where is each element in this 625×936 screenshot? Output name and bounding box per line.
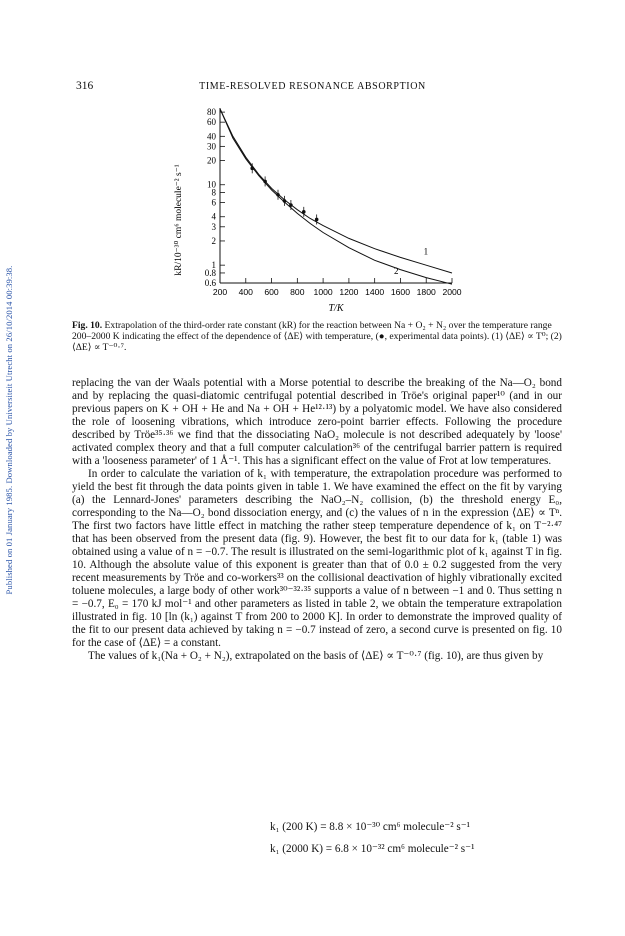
paragraph: In order to calculate the variation of k₁ with temperature, the extrapolation procedure was performed to yield the best fit through the data points given in table 1. We have examined the effect on the fit by varying (a) the Lennard-Jones' parameters describing the NaO₂–N₂ collision, (b) the threshold energy E₀, corresponding to the Na—O₂ bond dissociation energy, and (c) the values of n in the expression ⟨ΔE⟩ ∝ Tⁿ. The first two factors have little effect in matching the rather steep temperature dependence of k₁ on T⁻²·⁴⁷ that has been observed from the present data (fig. 9). However, the best fit to our data for k₁ (table 1) was obtained using a value of n = −0.7. The result is illustrated on the semi-logarithmic plot of k₁ against T in fig. 10. Although the absolute value of this exponent is greater than that of 0.0 ± 0.2 suggested from the very recent measurements by Tröe and co-workers³³ on the collisional deactivation of highly vibrationally excited toluene molecules, a large body of other work³⁰⁻³²·³⁵ supports a value of n between −1 and 0. Thus setting n = −0.7, E₀ = 170 kJ mol⁻¹ and other parameters as listed in table 2, we obtain the temperature extrapolation illustrated in fig. 10 [ln (k₁) against T from 200 to 2000 K]. In order to demonstrate the improved quality of the fit to our present data achieved by taking n = −0.7 instead of zero, a second curve is presented on fig. 10 for the case of ⟨ΔE⟩ = a constant. [72, 468, 562, 649]
y-axis-label: kR/10⁻³⁰ cm⁶ molecule⁻² s⁻¹ [174, 164, 184, 276]
curve-label-2: 2 [394, 265, 399, 276]
x-tick-label: 2000 [442, 287, 462, 297]
x-tick-label: 800 [290, 287, 305, 297]
x-tick-label: 1600 [390, 287, 411, 297]
y-tick-label: 6 [211, 197, 216, 208]
y-tick-label: 0.6 [204, 278, 216, 288]
y-tick-label: 20 [207, 155, 216, 166]
x-tick-label: 200 [212, 287, 228, 297]
chart-series [220, 109, 452, 284]
x-tick-label: 600 [264, 287, 279, 297]
equation-2000k: k₁ (2000 K) = 6.8 × 10⁻³² cm⁶ molecule⁻² s⁻¹ [270, 843, 475, 855]
series-2-line [220, 109, 452, 284]
equation-200k: k₁ (200 K) = 8.8 × 10⁻³⁰ cm⁶ molecule⁻² s⁻¹ [270, 821, 470, 833]
y-tick-label: 3 [211, 221, 216, 232]
figure-10-chart [0, 0, 625, 320]
x-axis-label: T/K [328, 303, 344, 314]
paragraph: replacing the van der Waals potential with a Morse potential to describe the breaking of the Na—O₂ bond and by replacing the quasi-diatomic centrifugal potential described in Tröe's original paper¹⁰ (and in our previous papers on K + OH + He and Na + OH + He¹²·¹³) by a polyatomic model. We have also considered the role of loosening vibrations, which introduce zero-point barrier effects. Following the procedure described by Tröe³⁵·³⁶ we find that the dissociating NaO₂ molecule is not described adequately by 'loose' activated complex theory and that a full computer calculation³⁶ of the centrifugal barrier pattern is required with a 'looseness parameter' of 1 Å⁻¹. This has a significant effect on the value of Frot at low temperatures. [72, 377, 562, 467]
page-number: 316 [76, 80, 94, 92]
body-text [72, 377, 562, 663]
x-tick-label: 400 [238, 287, 253, 297]
series-1-line [220, 109, 452, 273]
x-tick-labels [213, 287, 462, 297]
chart-axes [220, 108, 452, 283]
watermark-text: Published on 01 January 1985. Downloaded by Universiteit Utrecht on 26/10/2014 00:39:38. [4, 265, 14, 595]
y-tick-label: 1 [211, 260, 216, 271]
paragraph: The values of k₁(Na + O₂ + N₂), extrapolated on the basis of ⟨ΔE⟩ ∝ T⁻⁰·⁷ (fig. 10), are thus given by [88, 650, 544, 662]
y-tick-label: 80 [207, 107, 216, 118]
caption-text: Extrapolation of the third-order rate constant (kR) for the reaction between Na + O₂ + N₂ over the temperature range 200–2000 K indicating the effect of the dependence of ⟨ΔE⟩ with temperature, (●, experimental data points). (1) ⟨ΔE⟩ ∝ T⁰; (2) ⟨ΔE⟩ ∝ T⁻⁰·⁷. [72, 320, 562, 353]
y-tick-label: 40 [207, 131, 216, 142]
curve-label-1: 1 [423, 246, 429, 257]
figure-caption [72, 320, 562, 353]
y-tick-labels [205, 107, 217, 288]
x-tick-label: 1400 [365, 287, 385, 297]
caption-lead: Fig. 10. [72, 320, 103, 331]
y-tick-label: 2 [211, 235, 216, 246]
running-title: TIME-RESOLVED RESONANCE ABSORPTION [199, 81, 426, 92]
y-tick-label: 8 [211, 187, 216, 198]
y-tick-label: 30 [207, 141, 216, 152]
y-tick-label: 0.8 [204, 267, 216, 278]
x-tick-label: 1000 [313, 287, 333, 297]
x-tick-label: 1200 [339, 287, 359, 297]
y-tick-label: 4 [211, 211, 216, 222]
y-tick-label: 10 [207, 179, 216, 190]
y-tick-label: 60 [207, 117, 216, 128]
chart-data-points [250, 163, 318, 224]
x-tick-label: 1800 [416, 287, 436, 297]
